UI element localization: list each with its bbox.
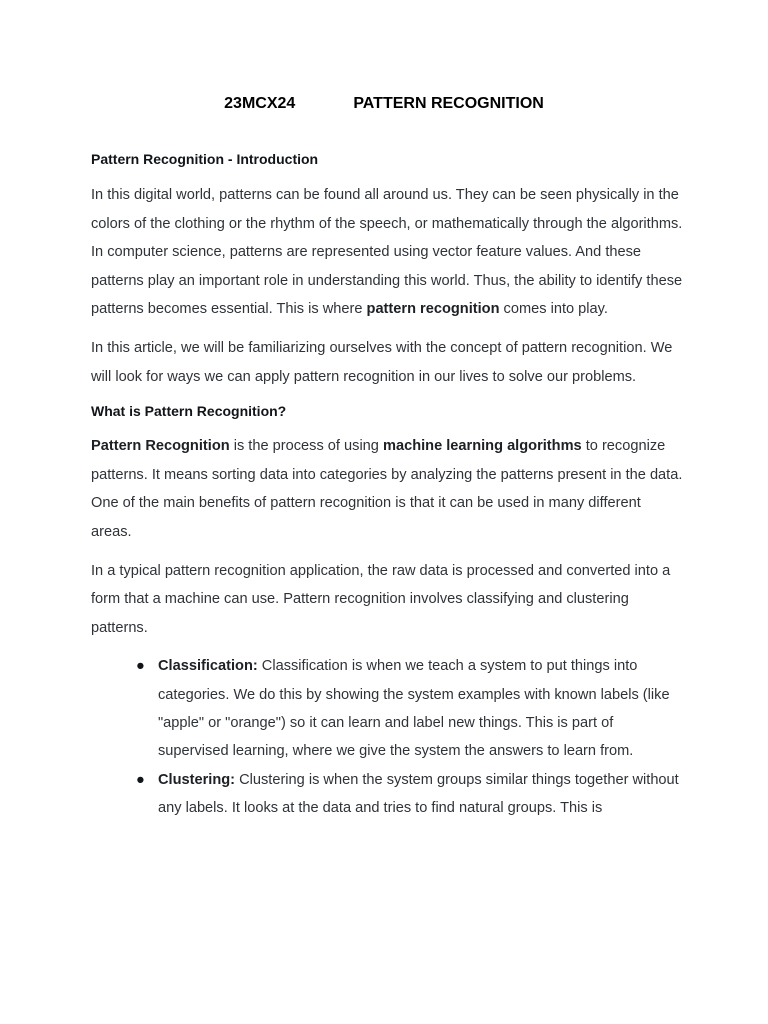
bullet-text: Clustering is when the system groups similar things together without any labels. It looks at the data and tries to find natural groups. This is [158, 771, 679, 816]
bullet-term: Clustering: [158, 771, 236, 788]
section-heading-what-is: What is Pattern Recognition? [91, 403, 287, 420]
definition-paragraph [91, 432, 683, 546]
intro-paragraph-1 [91, 181, 683, 324]
intro-paragraph-2: In this article, we will be familiarizing ourselves with the concept of pattern recognition. We will look for ways we can apply pattern recognition in our lives to solve our problems. [91, 339, 673, 385]
intro-paragraph-1-text-b: comes into play. [499, 301, 608, 318]
bullet-icon: ● [136, 771, 145, 788]
application-paragraph: In a typical pattern recognition application, the raw data is processed and converted into a form that a machine can use. Pattern recognition involves classifying and clustering patterns. [91, 562, 671, 636]
intro-paragraph-1-bold: pattern recognition [366, 301, 500, 318]
intro-paragraph-1-text-a: In this digital world, patterns can be found all around us. They can be seen physically in the colors of the clothing or the rhythm of the speech, or mathematically through the algorithms. In computer science, patterns are represented using vector feature values. And these patterns play an important role in understanding this world. Thus, the ability to identify these patterns becomes essential. This is where [91, 187, 683, 318]
bullet-text: Classification is when we teach a system to put things into categories. We do this by showing the system examples with known labels (like "apple" or "orange") so it can learn and label new things. This is part of supervised learning, where we give the system the answers to learn from. [158, 658, 670, 760]
bullet-term: Classification: [158, 658, 258, 675]
definition-bold-a: Pattern Recognition [91, 438, 230, 455]
definition-bold-b: machine learning algorithms [382, 438, 582, 455]
definition-text-a: is the process of using [229, 438, 383, 455]
bullet-icon: ● [136, 658, 145, 675]
document-title [0, 94, 768, 114]
list-item [136, 766, 683, 823]
course-name: PATTERN RECOGNITION [353, 95, 544, 112]
definition-text-b: to recognize patterns. It means sorting data into categories by analyzing the patterns present in the data. One of the main benefits of pattern recognition is that it can be used in many different areas. [91, 438, 683, 540]
list-item [136, 652, 683, 765]
course-code: 23MCX24 [224, 95, 296, 112]
bullet-list [91, 652, 683, 822]
section-heading-introduction: Pattern Recognition - Introduction [91, 151, 319, 167]
document-body [91, 149, 683, 822]
